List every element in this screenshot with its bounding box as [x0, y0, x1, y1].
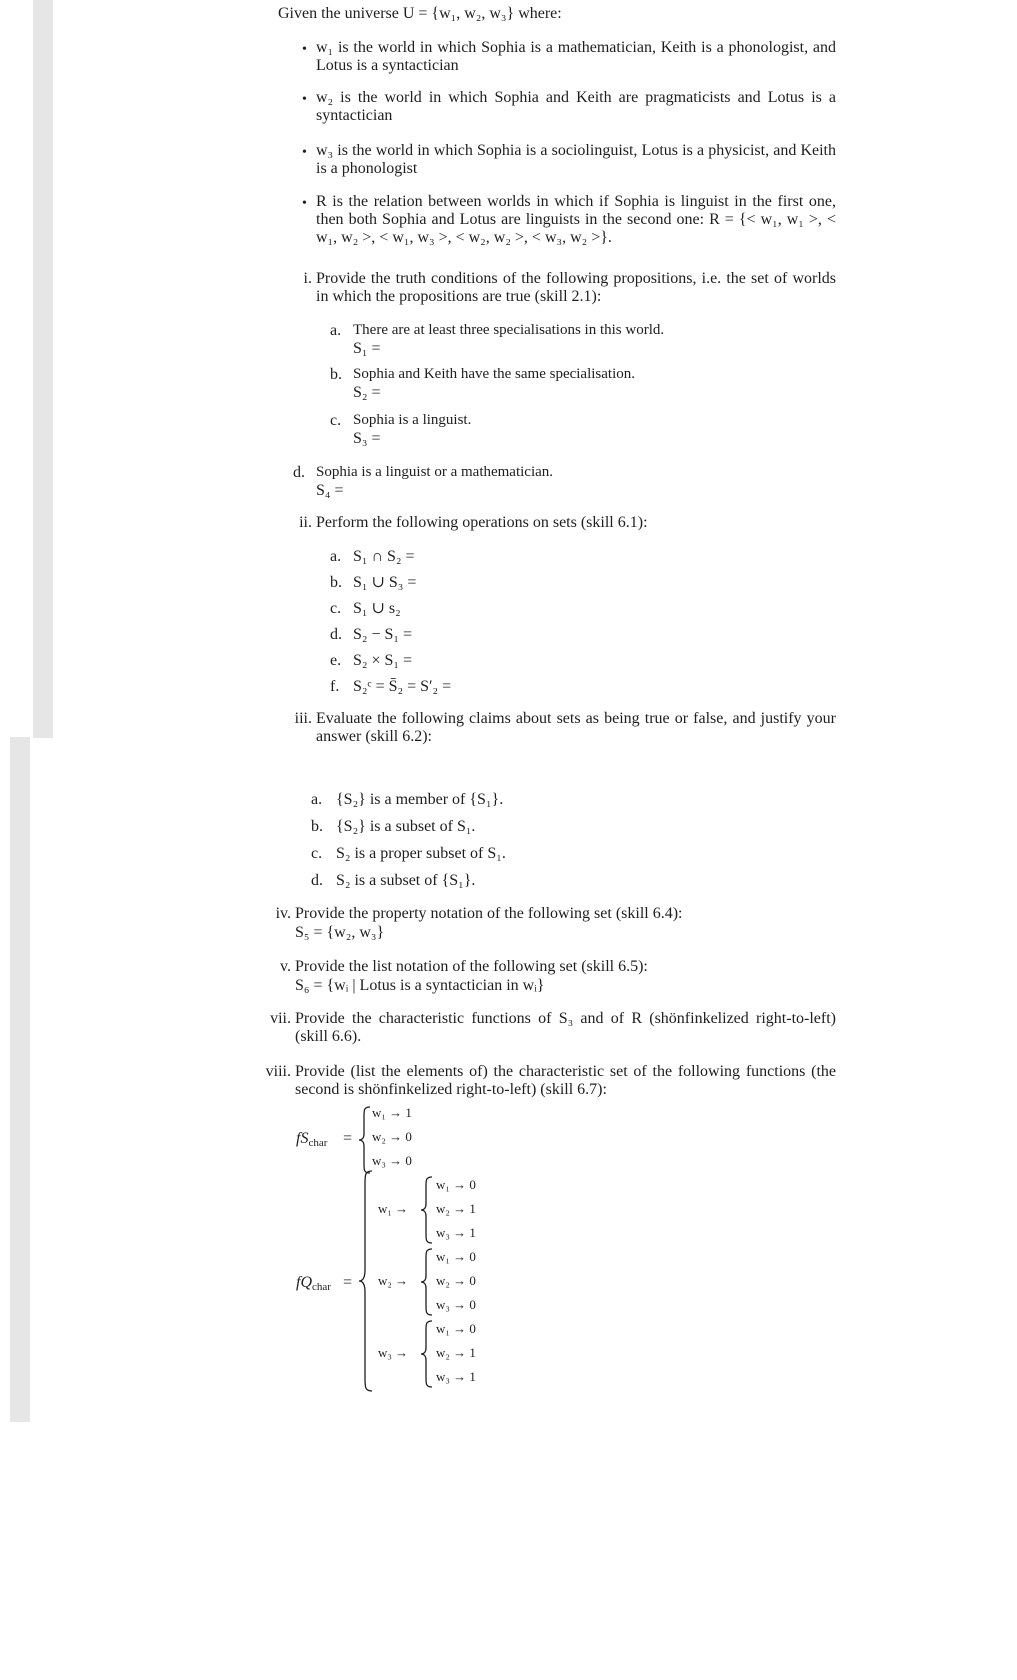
page-edge-shadow-bottom	[10, 737, 30, 1422]
world: w₃	[372, 1153, 386, 1168]
world: w₂	[436, 1201, 450, 1216]
arrow-icon: →	[389, 1105, 403, 1120]
arrow-icon: →	[453, 1249, 467, 1264]
set-expression: S₁ ∪ s₂	[353, 600, 401, 617]
set-definition: S₆ = {wᵢ | Lotus is a syntactician in wᵢ}	[295, 977, 545, 994]
truth-value: 0	[469, 1249, 476, 1264]
left-brace	[420, 1176, 434, 1244]
question-number: vii.	[270, 1010, 291, 1027]
question-text: Provide the list notation of the following set (skill 6.5):	[295, 958, 648, 975]
item-label: c.	[311, 845, 323, 862]
equals-sign: =	[343, 1130, 353, 1147]
question-number: ii.	[299, 514, 312, 531]
bullet-marker: •	[302, 196, 307, 211]
set-expression: S₁ ∩ S₂ =	[353, 548, 415, 565]
bullet-marker: •	[302, 92, 307, 107]
question-text: Provide the characteristic functions of S₃ and of R (shönfinkelized right-to-left) (skill 6.6).	[295, 1010, 836, 1045]
left-brace	[420, 1248, 434, 1316]
question-number: iii.	[294, 710, 312, 727]
question-text: Provide the truth conditions of the following propositions, i.e. the set of worlds in which the propositions are true (skill 2.1):	[316, 270, 836, 305]
function-symbol: fQ	[296, 1274, 312, 1291]
item-label: a.	[330, 548, 342, 565]
world-mapping	[372, 1106, 412, 1121]
set-claim: S₂ is a proper subset of S₁.	[336, 845, 506, 862]
bullet-marker: •	[302, 145, 307, 160]
outer-world-arrow: w₂ →	[378, 1273, 409, 1288]
world: w₁	[436, 1249, 450, 1264]
truth-value: 1	[469, 1345, 476, 1360]
world: w₃	[436, 1225, 450, 1240]
answer-blank: S₂ =	[353, 384, 381, 401]
bullet-text: w₂ is the world in which Sophia and Keith are pragmaticists and Lotus is a syntactician	[316, 89, 836, 124]
arrow-icon: →	[453, 1225, 467, 1240]
function-name	[296, 1130, 327, 1149]
world: w₁	[436, 1177, 450, 1192]
function-name	[296, 1274, 331, 1293]
bullet-text: w₃ is the world in which Sophia is a sociolinguist, Lotus is a physicist, and Keith is a phonologist	[316, 142, 836, 177]
set-expression: S₂ − S₁ =	[353, 626, 412, 643]
item-label: a.	[311, 791, 323, 808]
world-mapping	[436, 1370, 476, 1385]
arrow-icon: →	[453, 1321, 467, 1336]
world-mapping	[436, 1250, 476, 1265]
arrow-icon: →	[453, 1273, 467, 1288]
proposition-sentence: Sophia and Keith have the same specialisation.	[353, 366, 636, 382]
question-number: iv.	[275, 905, 291, 922]
page-edge-shadow-top	[33, 0, 53, 738]
world: w₃	[436, 1369, 450, 1384]
item-label: d.	[293, 464, 305, 481]
intro-text: Given the universe U = {w₁, w₂, w₃} where:	[278, 5, 562, 22]
item-label: d.	[311, 872, 323, 889]
truth-value: 0	[405, 1153, 412, 1168]
answer-blank: S₄ =	[316, 482, 344, 499]
bullet-text: R is the relation between worlds in which if Sophia is linguist in the first one, then both Sophia and Lotus are linguists in the second one: R = {< w₁, w₁ >, < w₁, w₂ >, < w₁, w₃ >, < w₂, w₂ >, < w₃, w₂ >}.	[316, 193, 836, 246]
bullet-text: w₁ is the world in which Sophia is a mathematician, Keith is a phonologist, and Lotus is a syntactician	[316, 39, 836, 74]
truth-value: 0	[469, 1273, 476, 1288]
question-text: Perform the following operations on sets (skill 6.1):	[316, 514, 648, 531]
bullet-marker: •	[302, 42, 307, 57]
arrow-icon: →	[389, 1129, 403, 1144]
world-mapping	[436, 1322, 476, 1337]
item-label: b.	[311, 818, 323, 835]
question-number: i.	[303, 270, 312, 287]
left-brace	[358, 1106, 372, 1174]
set-expression: S₁ ∪ S₃ =	[353, 574, 417, 591]
question-text: Provide (list the elements of) the characteristic set of the following functions (the second is shönfinkelized right-to-left) (skill 6.7):	[295, 1063, 836, 1098]
item-label: e.	[330, 652, 342, 669]
question-number: v.	[280, 958, 291, 975]
truth-value: 1	[469, 1201, 476, 1216]
world: w₂	[436, 1273, 450, 1288]
truth-value: 1	[469, 1369, 476, 1384]
world: w₂	[436, 1345, 450, 1360]
outer-world-arrow: w₃ →	[378, 1345, 409, 1360]
set-claim: S₂ is a subset of {S₁}.	[336, 872, 476, 889]
truth-value: 0	[469, 1321, 476, 1336]
question-text: Evaluate the following claims about sets as being true or false, and justify your answer (skill 6.2):	[316, 710, 836, 745]
arrow-icon: →	[453, 1297, 467, 1312]
answer-blank: S₁ =	[353, 340, 381, 357]
world-mapping	[436, 1274, 476, 1289]
world-mapping	[436, 1298, 476, 1313]
arrow-icon: →	[453, 1201, 467, 1216]
proposition-sentence: Sophia is a linguist.	[353, 412, 472, 428]
proposition-sentence: Sophia is a linguist or a mathematician.	[316, 464, 554, 480]
set-expression: S₂ᶜ = S̄₂ = S′₂ =	[353, 678, 452, 695]
arrow-icon: →	[453, 1177, 467, 1192]
item-label: a.	[330, 322, 342, 339]
arrow-icon: →	[453, 1345, 467, 1360]
equals-sign: =	[343, 1274, 353, 1291]
truth-value: 1	[405, 1105, 412, 1120]
item-label: c.	[330, 412, 342, 429]
answer-blank: S₃ =	[353, 430, 381, 447]
world: w₂	[372, 1129, 386, 1144]
item-label: d.	[330, 626, 342, 643]
function-subscript: char	[312, 1281, 331, 1293]
truth-value: 0	[469, 1177, 476, 1192]
truth-value: 0	[469, 1297, 476, 1312]
item-label: b.	[330, 574, 342, 591]
world-mapping	[436, 1346, 476, 1361]
left-brace	[420, 1320, 434, 1388]
set-expression: S₂ × S₁ =	[353, 652, 412, 669]
left-brace	[358, 1170, 374, 1392]
truth-value: 1	[469, 1225, 476, 1240]
function-subscript: char	[308, 1137, 328, 1149]
question-text: Provide the property notation of the following set (skill 6.4):	[295, 905, 683, 922]
item-label: c.	[330, 600, 342, 617]
item-label: f.	[330, 678, 340, 695]
truth-value: 0	[405, 1129, 412, 1144]
question-number: viii.	[265, 1063, 291, 1080]
world: w₃	[436, 1297, 450, 1312]
world-mapping	[436, 1178, 476, 1193]
world-mapping	[372, 1154, 412, 1169]
set-definition: S₅ = {w₂, w₃}	[295, 924, 385, 941]
world-mapping	[436, 1202, 476, 1217]
world-mapping	[372, 1130, 412, 1145]
proposition-sentence: There are at least three specialisations in this world.	[353, 322, 665, 338]
function-symbol: fS	[296, 1130, 309, 1147]
arrow-icon: →	[453, 1369, 467, 1384]
world: w₁	[372, 1105, 386, 1120]
set-claim: {S₂} is a subset of S₁.	[336, 818, 476, 835]
world-mapping	[436, 1226, 476, 1241]
outer-world-arrow: w₁ →	[378, 1201, 409, 1216]
arrow-icon: →	[389, 1153, 403, 1168]
set-claim: {S₂} is a member of {S₁}.	[336, 791, 504, 808]
world: w₁	[436, 1321, 450, 1336]
item-label: b.	[330, 366, 342, 383]
